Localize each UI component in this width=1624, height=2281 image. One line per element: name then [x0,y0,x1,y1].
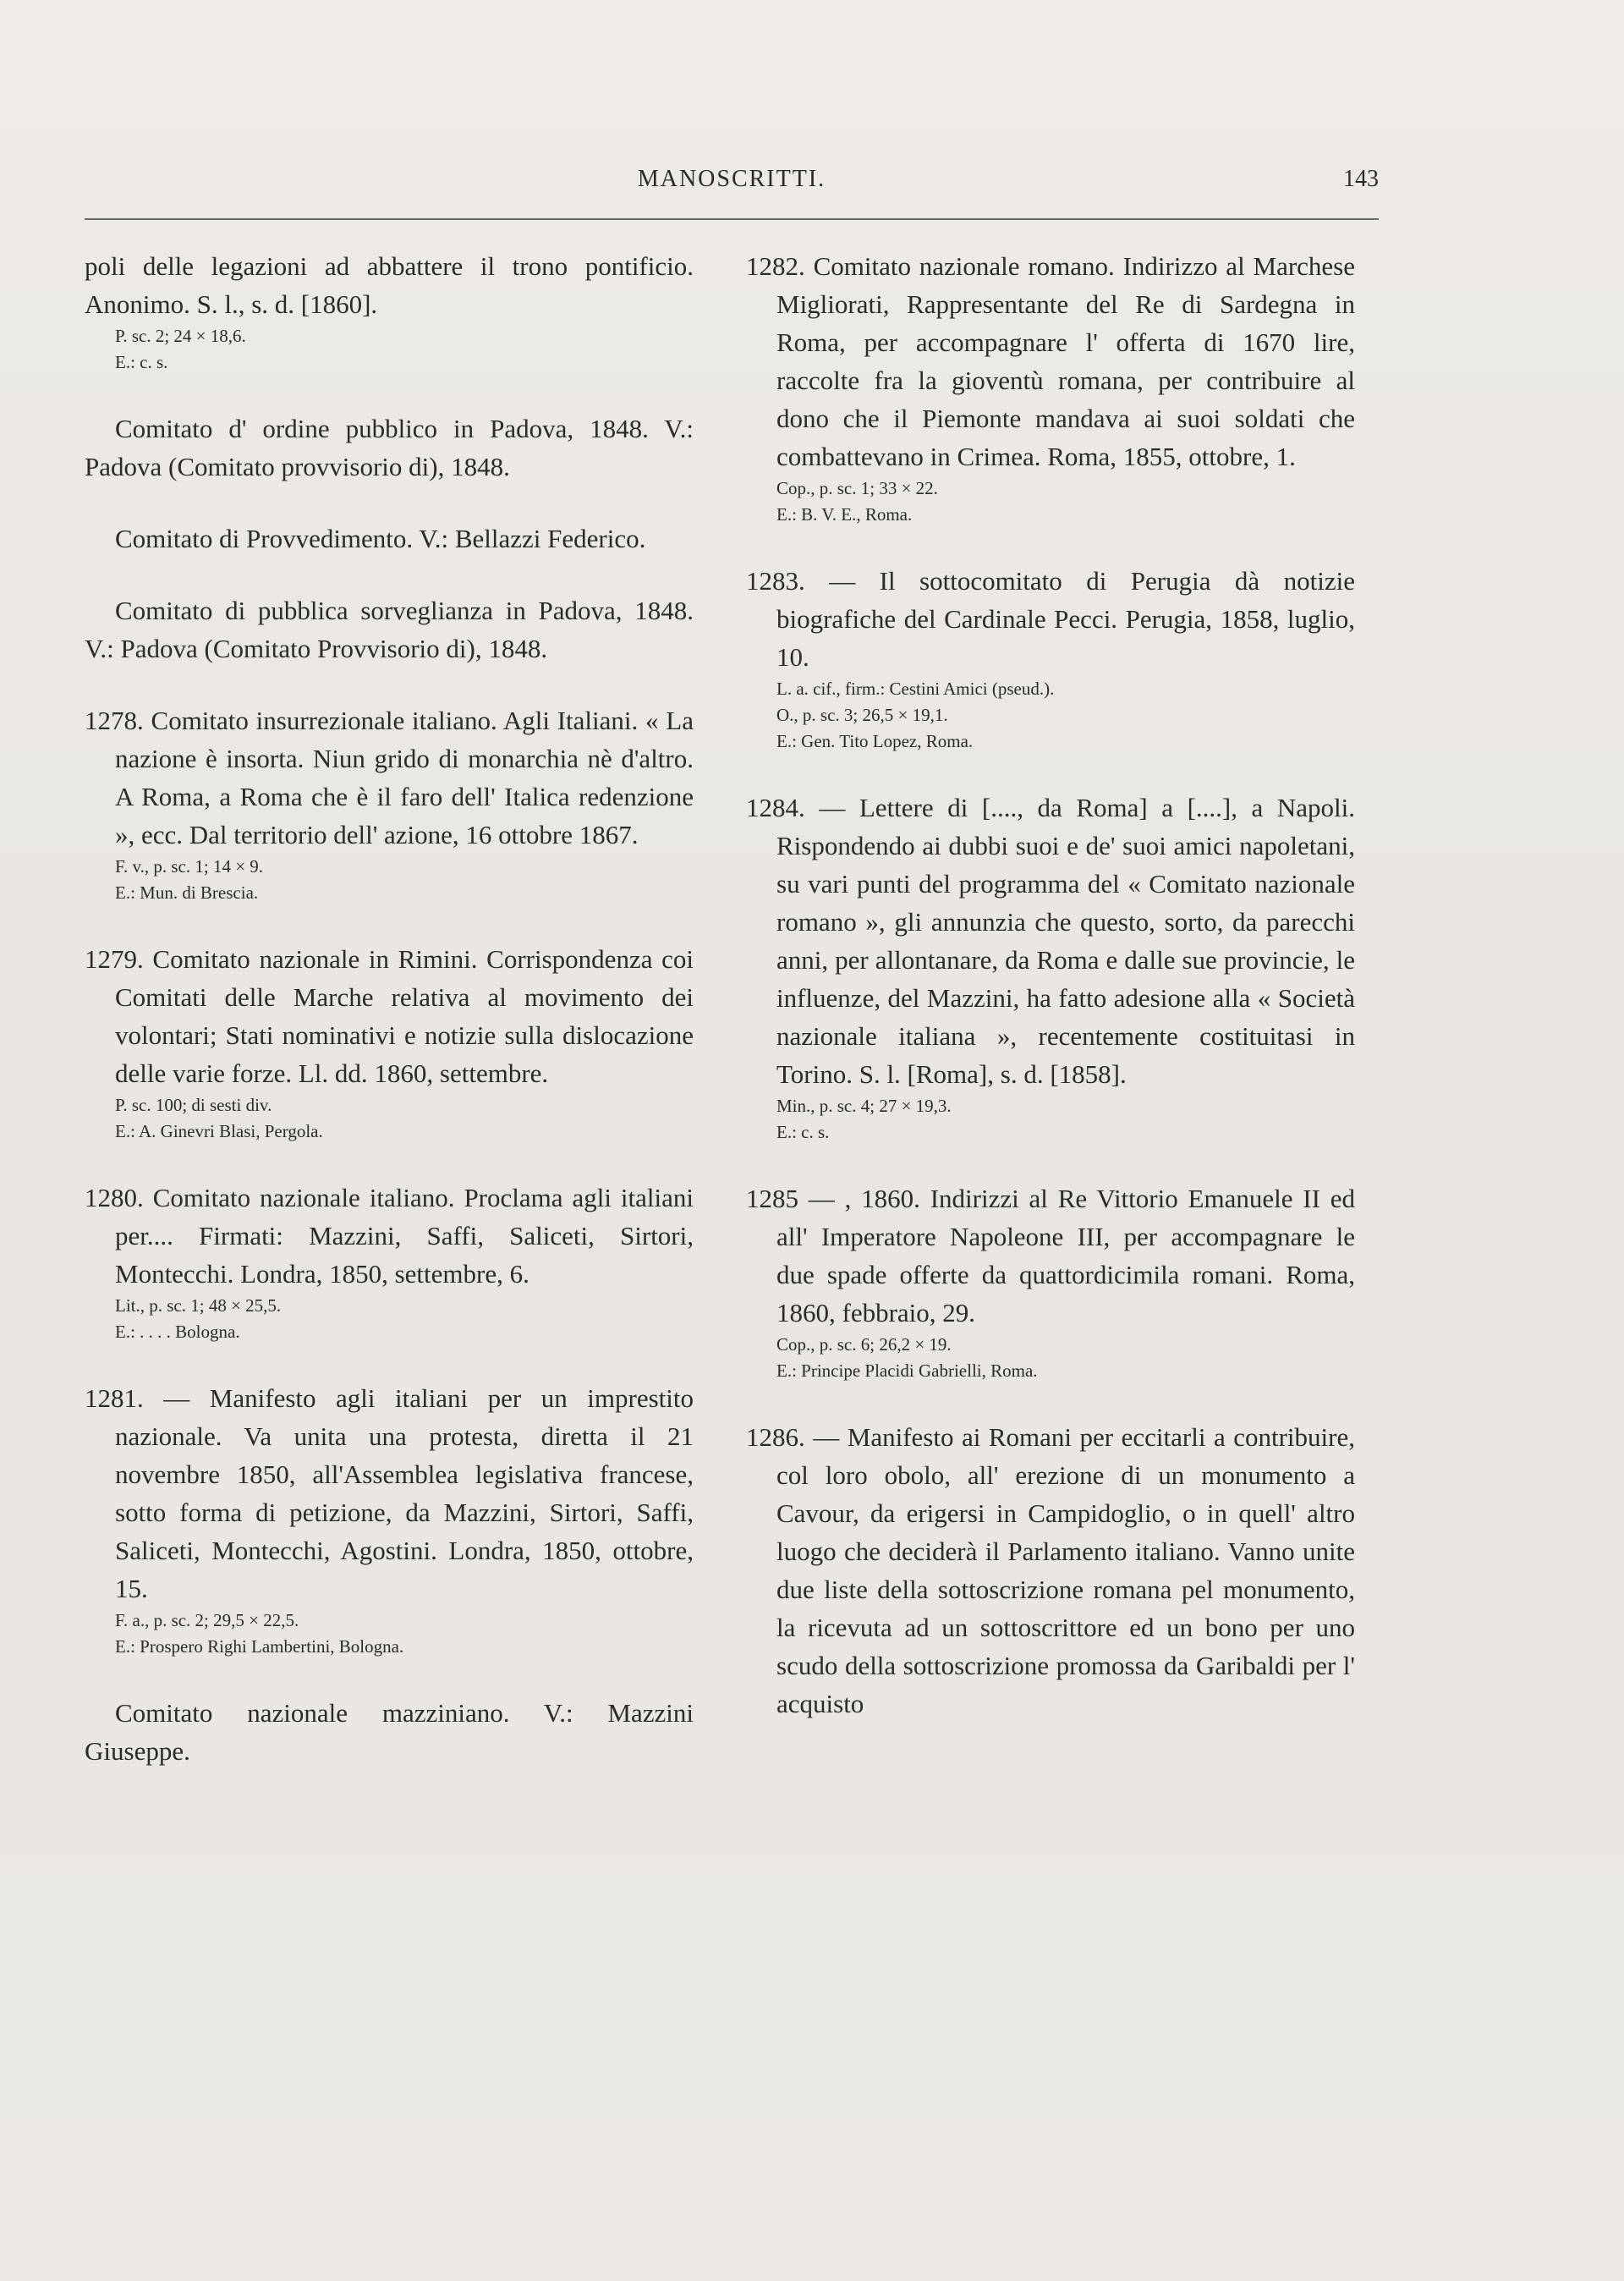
entry-note: E.: Mun. di Brescia. [115,882,259,903]
entry-note: F. v., p. sc. 1; 14 × 9. [115,856,264,877]
catalog-entry [85,1179,694,1345]
entry-text: Comitato di pubblica sorveglianza in Padova, 1848. V.: Padova (Comitato Provvisorio di), 1848. [85,596,694,663]
catalog-entry [746,789,1355,1146]
entry-note: O., p. sc. 3; 26,5 × 19,1. [776,705,948,725]
entry-note: L. a. cif., firm.: Cestini Amici (pseud.). [776,679,1055,699]
entry-note: Cop., p. sc. 6; 26,2 × 19. [776,1334,952,1355]
entry-note: P. sc. 100; di sesti div. [115,1095,272,1115]
entry-note: E.: c. s. [115,352,168,372]
entry-text: 1280. Comitato nazionale italiano. Proclama agli italiani per.... Firmati: Mazzini, Saffi, Saliceti, Sirtori, Montecchi. Londra, 1850, settembre, 6. [85,1183,694,1289]
entry-text: 1279. Comitato nazionale in Rimini. Corrispondenza coi Comitati delle Marche relativa al movimento dei volontari; Stati nominativi e notizie sulla dislocazione delle varie forze. Ll. dd. 1860, settembre. [85,944,694,1088]
entry-text: 1283. — Il sottocomitato di Perugia dà notizie biografiche del Cardinale Pecci. Perugia, 1858, luglio, 10. [746,566,1355,672]
left-column [85,247,694,1804]
entry-note: Cop., p. sc. 1; 33 × 22. [776,478,938,498]
entry-note: F. a., p. sc. 2; 29,5 × 22,5. [115,1610,299,1630]
entry-text: 1281. — Manifesto agli italiani per un imprestito nazionale. Va unita una protesta, diretta il 21 novembre 1850, all'Assemblea legislativa francese, sotto forma di petizione, da Mazzini, Sirtori, Saffi, Saliceti, Montecchi, Agostini. Londra, 1850, ottobre, 15. [85,1383,694,1603]
entry-note: E.: Principe Placidi Gabrielli, Roma. [776,1360,1038,1381]
entry-note: E.: B. V. E., Roma. [776,504,913,525]
catalog-entry [85,409,694,486]
catalog-entry [85,940,694,1145]
entry-note: Min., p. sc. 4; 27 × 19,3. [776,1096,952,1116]
entry-note: E.: A. Ginevri Blasi, Pergola. [115,1121,323,1141]
entry-text: Comitato nazionale mazziniano. V.: Mazzini Giuseppe. [85,1698,694,1766]
entry-note: E.: Prospero Righi Lambertini, Bologna. [115,1636,404,1657]
entry-text: 1286. — Manifesto ai Romani per eccitarli a contribuire, col loro obolo, all' erezione di un monumento a Cavour, da erigersi in Campidoglio, o in quell' altro luogo che deciderà il Parlamento italiano. Vanno unite due liste della sottoscrizione romana pel monumento, la ricevuta ad un sottoscrittore ed un bono per uno scudo della sottoscrizione promossa da Garibaldi per l' acquisto [746,1422,1355,1718]
catalog-entry [85,591,694,668]
entry-note: Lit., p. sc. 1; 48 × 25,5. [115,1295,282,1316]
entry-note: E.: . . . . Bologna. [115,1322,240,1342]
entry-text: Comitato di Provvedimento. V.: Bellazzi Federico. [115,524,646,553]
entry-text: 1282. Comitato nazionale romano. Indirizzo al Marchese Migliorati, Rappresentante del Re di Sardegna in Roma, per accompagnare l' offerta di 1670 lire, raccolte fra la gioventù romana, per contribuire al dono che il Piemonte mandava ai suoi soldati che combattevano in Crimea. Roma, 1855, ottobre, 1. [746,251,1355,471]
catalog-entry [85,1694,694,1770]
entry-text: 1285 — , 1860. Indirizzi al Re Vittorio Emanuele II ed all' Imperatore Napoleone III, per accompagnare le due spade offerte da quattordicimila romani. Roma, 1860, febbraio, 29. [746,1184,1355,1327]
entry-note: E.: Gen. Tito Lopez, Roma. [776,731,974,751]
catalog-entry [746,1418,1355,1723]
running-title: MANOSCRITTI. [637,166,826,192]
page-header [85,166,1379,208]
page-number: 143 [1343,166,1379,192]
entry-note: P. sc. 2; 24 × 18,6. [115,326,246,346]
catalog-entry [746,1179,1355,1384]
catalog-entry [85,1379,694,1660]
entry-note: E.: c. s. [776,1122,830,1142]
catalog-entry [746,247,1355,528]
catalog-entry [85,519,694,558]
catalog-entry [85,247,694,376]
entry-text: Comitato d' ordine pubblico in Padova, 1848. V.: Padova (Comitato provvisorio di), 1848. [85,414,694,481]
right-column [746,247,1355,1756]
entry-text: poli delle legazioni ad abbattere il trono pontificio. Anonimo. S. l., s. d. [1860]. [85,251,694,319]
entry-text: 1278. Comitato insurrezionale italiano. Agli Italiani. « La nazione è insorta. Niun grido di monarchia nè d'altro. A Roma, a Roma che è il faro dell' Italica redenzione », ecc. Dal territorio dell' azione, 16 ottobre 1867. [85,706,694,849]
header-rule [85,218,1379,220]
entry-text: 1284. — Lettere di [...., da Roma] a [....], a Napoli. Rispondendo ai dubbi suoi e de' suoi amici napoletani, su vari punti del programma del « Comitato nazionale romano », gli annunzia che questo, sorto, da parecchi anni, per allontanare, da Roma e dalle sue provincie, le influenze, del Mazzini, ha fatto adesione alla « Società nazionale italiana », recentemente costituitasi in Torino. S. l. [Roma], s. d. [1858]. [746,793,1355,1089]
catalog-entry [746,562,1355,755]
catalog-entry [85,701,694,906]
